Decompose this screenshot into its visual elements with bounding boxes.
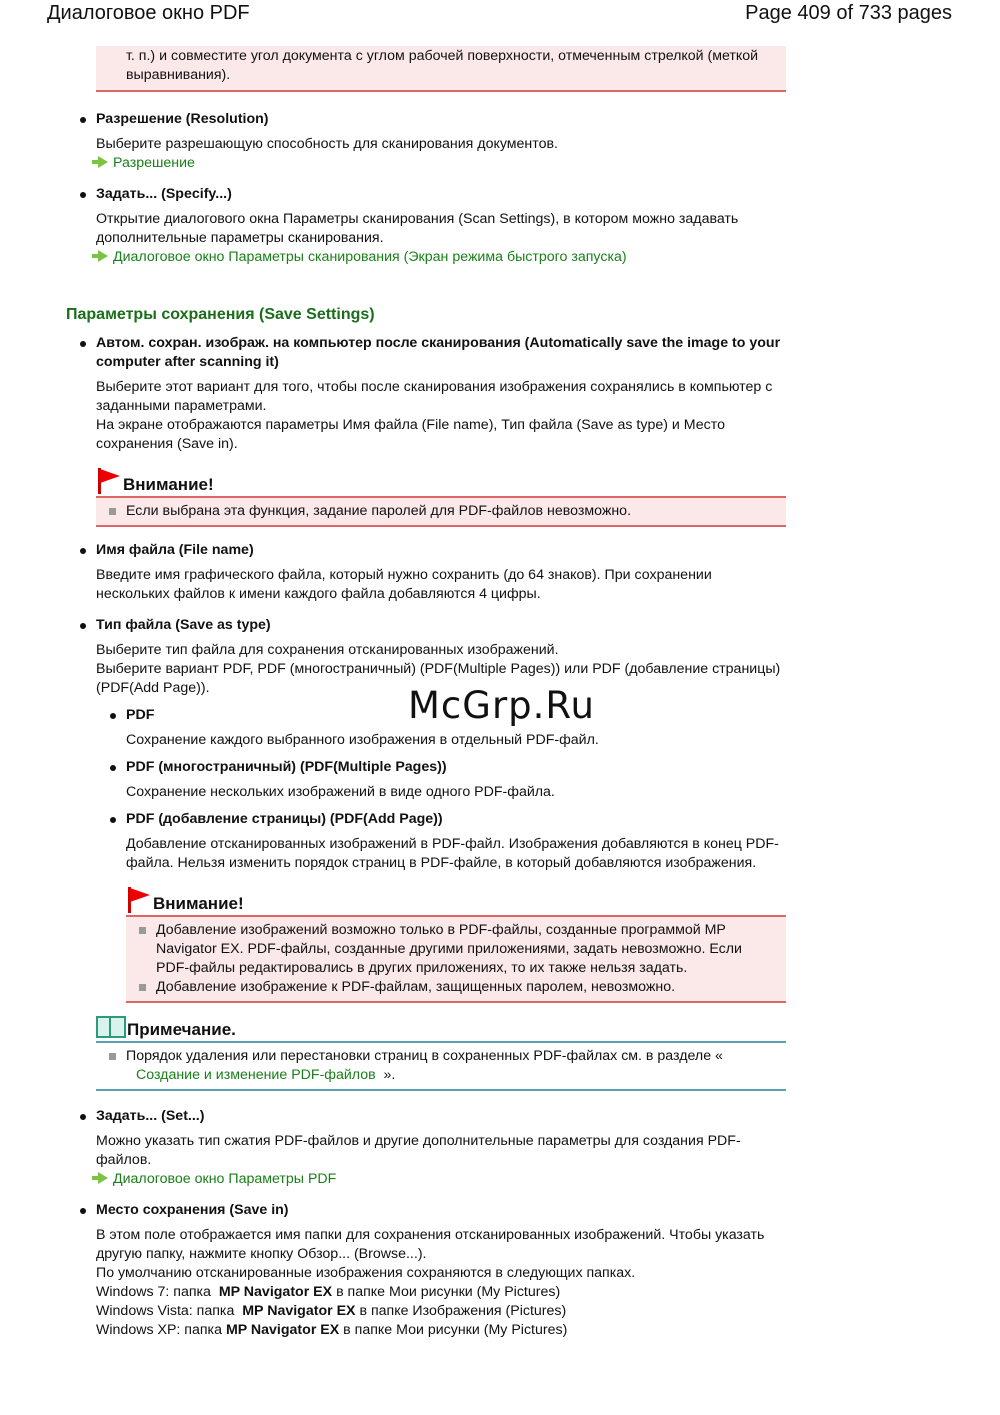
pdf-add-text: Добавление отсканированных изображений в PDF-файл. Изображения добавляются в конец PDF-файла. Нельзя изменить порядок страниц в PDF-файле, в который добавляются изображения. — [126, 836, 779, 871]
specify-link[interactable]: Диалоговое окно Параметры сканирования (Экран режима быстрого запуска) — [113, 249, 627, 265]
row-prefix: Windows XP: папка — [96, 1322, 222, 1338]
savetype-text-2: Выберите вариант PDF, PDF (многостраничный) (PDF(Multiple Pages)) или PDF (добавление страницы) (PDF(Add Page)). — [96, 661, 781, 696]
note-suffix: ». — [383, 1067, 396, 1083]
caution-item: Добавление изображений возможно только в PDF-файлы, созданные программой MP Navigator EX. PDF-файлы, созданные другими приложениями, задать невозможно. Если PDF-файлы редактировались в других приложениях, то их также нельзя задать. — [156, 921, 778, 978]
savetype-title: Тип файла (Save as type) — [96, 617, 271, 633]
savein-item — [66, 1201, 786, 1340]
pdf-multi-title: PDF (многостраничный) (PDF(Multiple Pages)) — [126, 759, 447, 775]
pdf-title: PDF — [126, 707, 155, 723]
pdf-add-title: PDF (добавление страницы) (PDF(Add Page)) — [126, 811, 443, 827]
savein-title: Место сохранения (Save in) — [96, 1202, 289, 1218]
set-title: Задать... (Set...) — [96, 1108, 205, 1124]
row-suffix: в папке Изображения (Pictures) — [359, 1303, 567, 1319]
row-prefix: Windows Vista: папка — [96, 1303, 235, 1319]
row-suffix: в папке Мои рисунки (My Pictures) — [343, 1322, 568, 1338]
row-bold: MP Navigator EX — [242, 1303, 356, 1319]
note-text: Порядок удаления или перестановки страниц в сохраненных PDF-файлах см. в разделе « — [126, 1048, 723, 1064]
savein-row — [96, 1283, 786, 1302]
specify-item — [66, 185, 786, 267]
specify-title: Задать... (Specify...) — [96, 186, 232, 202]
arrow-right-icon — [98, 1172, 108, 1184]
pdf-add-sub-item — [66, 810, 786, 873]
resolution-title: Разрешение (Resolution) — [96, 111, 269, 127]
resolution-text: Выберите разрешающую способность для сканирования документов. — [96, 136, 558, 152]
caution-item: Если выбрана эта функция, задание паролей для PDF-файлов невозможно. — [126, 502, 778, 521]
savein-row — [96, 1321, 786, 1340]
caution-flag-icon — [126, 887, 150, 913]
arrow-right-icon — [98, 156, 108, 168]
caution-title: Внимание! — [123, 475, 214, 494]
specify-text: Открытие диалогового окна Параметры сканирования (Scan Settings), в котором можно задавать дополнительные параметры сканирования. — [96, 211, 739, 246]
pdf-text: Сохранение каждого выбранного изображения в отдельный PDF-файл. — [126, 732, 599, 748]
top-box-text: т. п.) и совместите угол документа с углом рабочей поверхности, отмеченным стрелкой (меткой выравнивания). — [126, 48, 759, 83]
autosave-text-1: Выберите этот вариант для того, чтобы после сканирования изображения сохранялись в компьютер с заданными параметрами. — [96, 379, 773, 414]
autosave-title: Автом. сохран. изображ. на компьютер после сканирования (Automatically save the image to your computer after scanning it) — [96, 335, 781, 370]
autosave-caution — [96, 468, 786, 527]
note-item — [126, 1047, 778, 1085]
caution-flag-icon — [96, 468, 120, 494]
resolution-item — [66, 110, 786, 173]
set-link[interactable]: Диалоговое окно Параметры PDF — [113, 1171, 337, 1187]
page-header-title: Диалоговое окно PDF — [47, 2, 250, 24]
row-bold: MP Navigator EX — [218, 1284, 333, 1300]
watermark: McGrp.Ru — [408, 684, 595, 727]
autosave-item — [66, 334, 786, 527]
filename-item — [66, 541, 786, 604]
top-info-box — [96, 46, 786, 92]
resolution-link[interactable]: Разрешение — [113, 155, 195, 171]
savein-text-2: По умолчанию отсканированные изображения сохраняются в следующих папках. — [96, 1265, 636, 1281]
save-settings-heading: Параметры сохранения (Save Settings) — [66, 306, 375, 323]
filename-title: Имя файла (File name) — [96, 542, 254, 558]
set-item — [66, 1107, 786, 1189]
row-suffix: в папке Мои рисунки (My Pictures) — [336, 1284, 561, 1300]
savein-text-1: В этом поле отображается имя папки для сохранения отсканированных изображений. Чтобы указать другую папку, нажмите кнопку Обзор... (Browse...). — [96, 1227, 765, 1262]
caution-item: Добавление изображение к PDF-файлам, защищенных паролем, невозможно. — [156, 978, 778, 997]
row-prefix: Windows 7: папка — [96, 1284, 211, 1300]
caution-title: Внимание! — [153, 894, 244, 913]
set-text: Можно указать тип сжатия PDF-файлов и другие дополнительные параметры для создания PDF-файлов. — [96, 1133, 741, 1168]
page-number: Page 409 of 733 pages — [745, 2, 952, 24]
row-bold: MP Navigator EX — [225, 1322, 340, 1338]
book-icon — [96, 1016, 124, 1036]
filename-text: Введите имя графического файла, который нужно сохранить (до 64 знаков). При сохранении нескольких файлов к имени каждого файла добавляются 4 цифры. — [96, 567, 712, 602]
autosave-text-2: На экране отображаются параметры Имя файла (File name), Тип файла (Save as type) и Место сохранения (Save in). — [96, 417, 725, 452]
savein-row — [96, 1302, 786, 1321]
savetype-caution — [126, 887, 786, 1003]
savetype-text-1: Выберите тип файла для сохранения отсканированных изображений. — [96, 642, 559, 658]
pdf-multi-sub-item — [66, 758, 786, 802]
note-box — [96, 1013, 786, 1091]
note-title: Примечание. — [127, 1020, 236, 1039]
note-link[interactable]: Создание и изменение PDF-файлов — [136, 1067, 376, 1083]
pdf-multi-text: Сохранение нескольких изображений в виде одного PDF-файла. — [126, 784, 555, 800]
arrow-right-icon — [98, 250, 108, 262]
